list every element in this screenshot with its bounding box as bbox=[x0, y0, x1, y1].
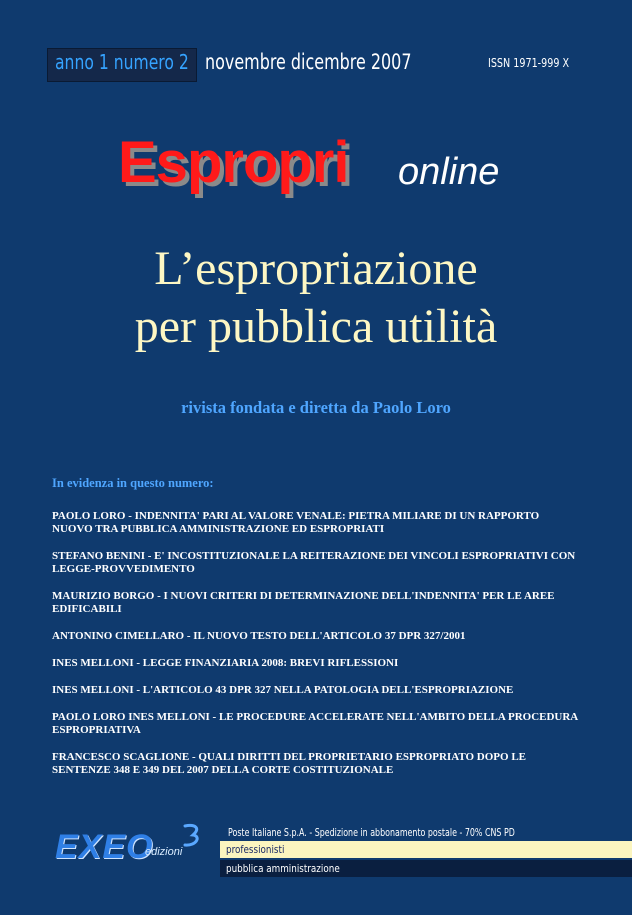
main-title bbox=[0, 240, 632, 356]
issue-number: anno 1 numero 2 bbox=[55, 50, 189, 74]
category-bar-public-admin bbox=[220, 860, 632, 877]
bottom-margin bbox=[0, 915, 632, 923]
article-item: INES MELLONI - LEGGE FINANZIARIA 2008: BREVI RIFLESSIONI bbox=[52, 657, 399, 669]
article-item: MAURIZIO BORGO - I NUOVI CRITERI DI DETERMINAZIONE DELL'INDENNITA' PER LE AREE EDIFICABILI bbox=[52, 590, 555, 615]
issn: ISSN 1971-999 X bbox=[488, 56, 570, 70]
category-bar-professionals bbox=[220, 841, 632, 858]
logo-subtitle: edizioni bbox=[145, 846, 183, 858]
article-item: INES MELLONI - L'ARTICOLO 43 DPR 327 NELLA PATOLOGIA DELL'ESPROPRIAZIONE bbox=[52, 684, 514, 696]
article-list bbox=[52, 510, 582, 791]
subtitle: rivista fondata e diretta da Paolo Loro bbox=[181, 398, 451, 417]
category-label-public-admin: pubblica amministrazione bbox=[226, 862, 340, 875]
category-label-professionals: professionisti bbox=[226, 843, 285, 856]
postal-notice: Poste Italiane S.p.A. - Spedizione in abbonamento postale - 70% CNS PD bbox=[228, 826, 515, 839]
article-item: PAOLO LORO INES MELLONI - LE PROCEDURE ACCELERATE NELL'AMBITO DELLA PROCEDURA ESPROPRIATIVA bbox=[52, 711, 578, 736]
title-line-2: per pubblica utilità bbox=[134, 300, 498, 353]
brand-name: Espropri bbox=[118, 130, 349, 195]
issue-date: novembre dicembre 2007 bbox=[205, 50, 412, 74]
publisher-logo bbox=[55, 822, 210, 872]
logo-wordmark: EXEO bbox=[55, 828, 154, 866]
article-item: PAOLO LORO - INDENNITA' PARI AL VALORE VENALE: PIETRA MILIARE DI UN RAPPORTO NUOVO TRA PUBBLICA AMMINISTRAZIONE ED ESPROPRIATI bbox=[52, 510, 540, 535]
logo-swoosh-icon bbox=[181, 822, 205, 848]
highlights-heading: In evidenza in questo numero: bbox=[52, 476, 214, 490]
brand-suffix: online bbox=[398, 151, 500, 193]
article-item: STEFANO BENINI - E' INCOSTITUZIONALE LA REITERAZIONE DEI VINCOLI ESPROPRIATIVI CON LEGGE-PROVVEDIMENTO bbox=[52, 550, 576, 575]
article-item: FRANCESCO SCAGLIONE - QUALI DIRITTI DEL PROPRIETARIO ESPROPRIATO DOPO LE SENTENZE 348 E 349 DEL 2007 DELLA CORTE COSTITUZIONALE bbox=[52, 751, 526, 776]
title-line-1: L’espropriazione bbox=[154, 242, 478, 295]
article-item: ANTONINO CIMELLARO - IL NUOVO TESTO DELL'ARTICOLO 37 DPR 327/2001 bbox=[52, 630, 466, 642]
